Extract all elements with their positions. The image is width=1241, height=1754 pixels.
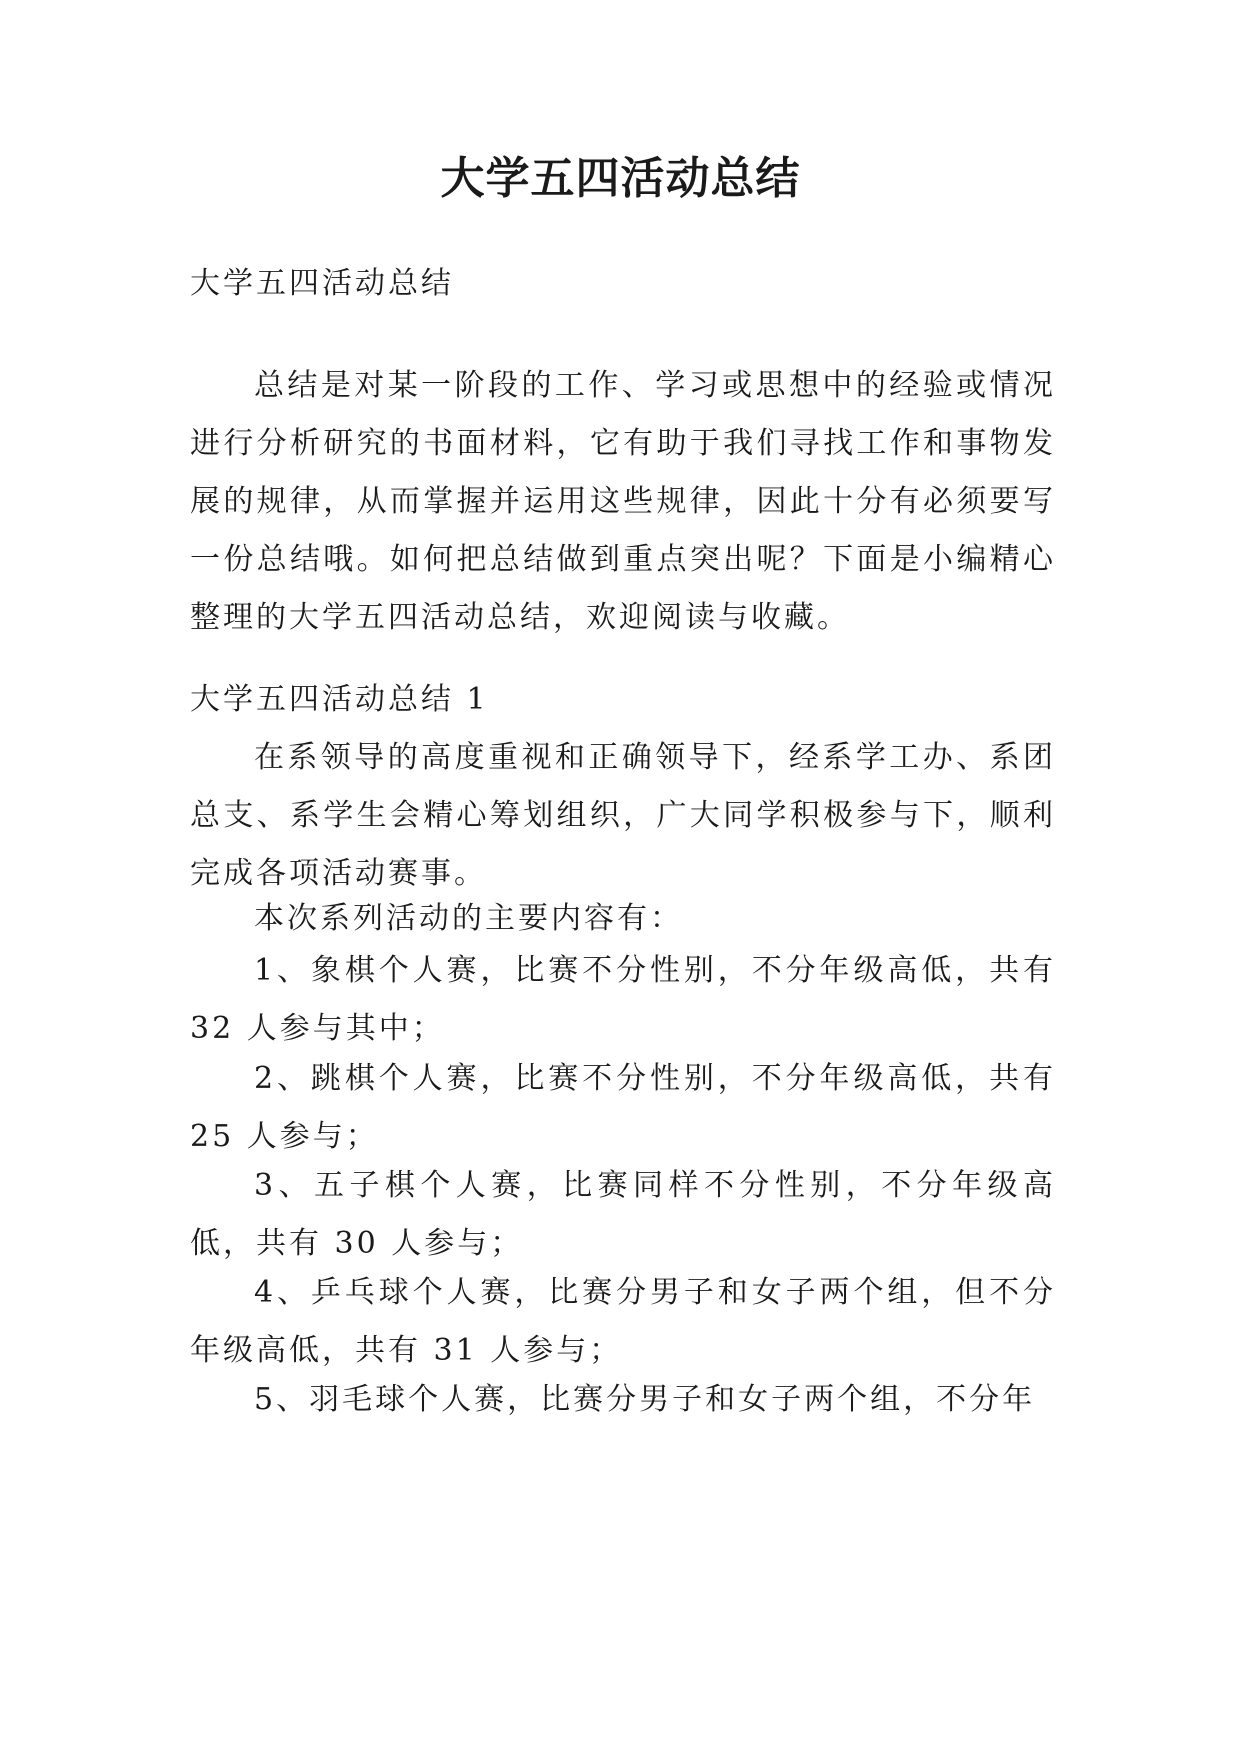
list-item: 4、乒乓球个人赛，比赛分男子和女子两个组，但不分年级高低，共有 31 人参与； bbox=[190, 1275, 1056, 1368]
document-subtitle: 大学五四活动总结 bbox=[190, 266, 454, 301]
body-paragraph: 在系领导的高度重视和正确领导下，经系学工办、系团总支、系学生会精心筹划组织，广大同学积极参与下，顺利完成各项活动赛事。 bbox=[190, 740, 1056, 891]
section-heading: 大学五四活动总结 1 bbox=[190, 682, 489, 717]
list-item: 2、跳棋个人赛，比赛不分性别，不分年级高低，共有 25 人参与； bbox=[190, 1061, 1056, 1154]
document-title: 大学五四活动总结 bbox=[440, 153, 801, 204]
list-item: 1、象棋个人赛，比赛不分性别，不分年级高低，共有 32 人参与其中； bbox=[190, 953, 1056, 1046]
list-item: 5、羽毛球个人赛，比赛分男子和女子两个组，不分年 bbox=[254, 1382, 1036, 1417]
body-paragraph: 本次系列活动的主要内容有： bbox=[254, 901, 683, 936]
list-item: 3、五子棋个人赛，比赛同样不分性别，不分年级高低，共有 30 人参与； bbox=[190, 1168, 1056, 1261]
intro-paragraph: 总结是对某一阶段的工作、学习或思想中的经验或情况进行分析研究的书面材料，它有助于我们寻找工作和事物发展的规律，从而掌握并运用这些规律，因此十分有必须要写一份总结哦。如何把总结做到重点突出呢？下面是小编精心整理的大学五四活动总结，欢迎阅读与收藏。 bbox=[190, 368, 1056, 635]
